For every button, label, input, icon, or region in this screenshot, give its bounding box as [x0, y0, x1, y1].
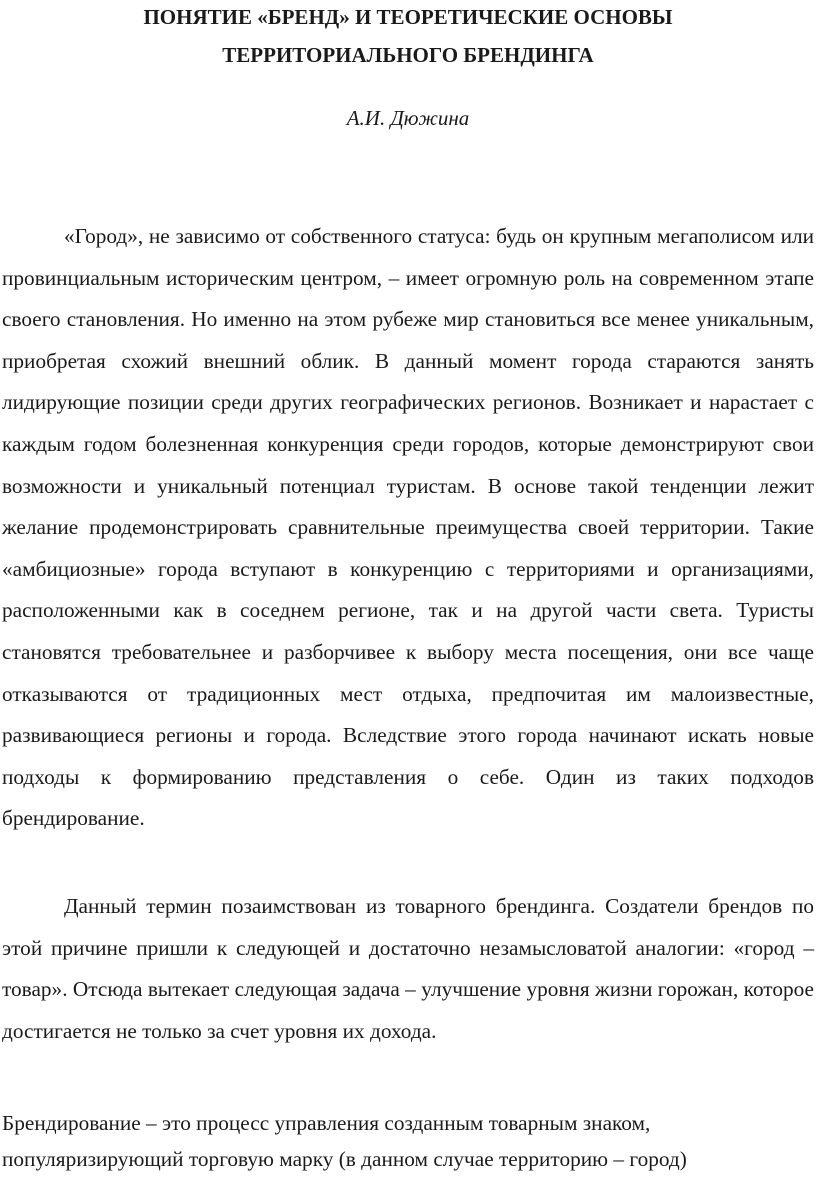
author-name: А.И. Дюжина — [346, 106, 470, 130]
paragraph-2: Данный термин позаимствован из товарного брендинга. Создатели брендов по этой причине пришли к следующей и достаточно незамысловатой аналогии: «город – товар». Отсюда вытекает следующая задача – улучшение уровня жизни горожан, которое достигается не только за счет уровня их дохода. — [2, 894, 814, 1043]
paragraph-1: «Город», не зависимо от собственного статуса: будь он крупным мегаполисом или провинциальным историческим центром, – имеет огромную роль на современном этапе своего становления. Но именно на этом рубеже мир становиться все менее уникальным, приобретая схожий внешний облик. В данный момент города стараются занять лидирующие позиции среди других географических регионов. Возникает и нарастает с каждым годом болезненная конкуренция среди городов, которые демонстрируют свои возможности и уникальный потенциал туристам. В основе такой тенденции лежит желание продемонстрировать сравнительные преимущества своей территории. Такие «амбициозные» города вступают в конкуренцию с территориями и организациями, расположенными как в соседнем регионе, так и на другой части света. Туристы становятся требовательнее и разборчивее к выбору места посещения, они все чаще отказываются от традиционных мест отдыха, предпочитая им малоизвестные, развивающиеся регионы и города. Вследствие этого города начинают искать новые подходы к формированию представления о себе. Один из таких подходов брендирование. — [2, 224, 814, 831]
paragraph-3: Брендирование – это процесс управления созданным товарным знаком, популяризирующий торговую марку (в данном случае территорию – город) — [2, 1111, 687, 1171]
title-line-2: ТЕРРИТОРИАЛЬНОГО БРЕНДИНГА — [222, 43, 594, 67]
title-line-1: ПОНЯТИЕ «БРЕНД» И ТЕОРЕТИЧЕСКИЕ ОСНОВЫ — [143, 5, 673, 29]
